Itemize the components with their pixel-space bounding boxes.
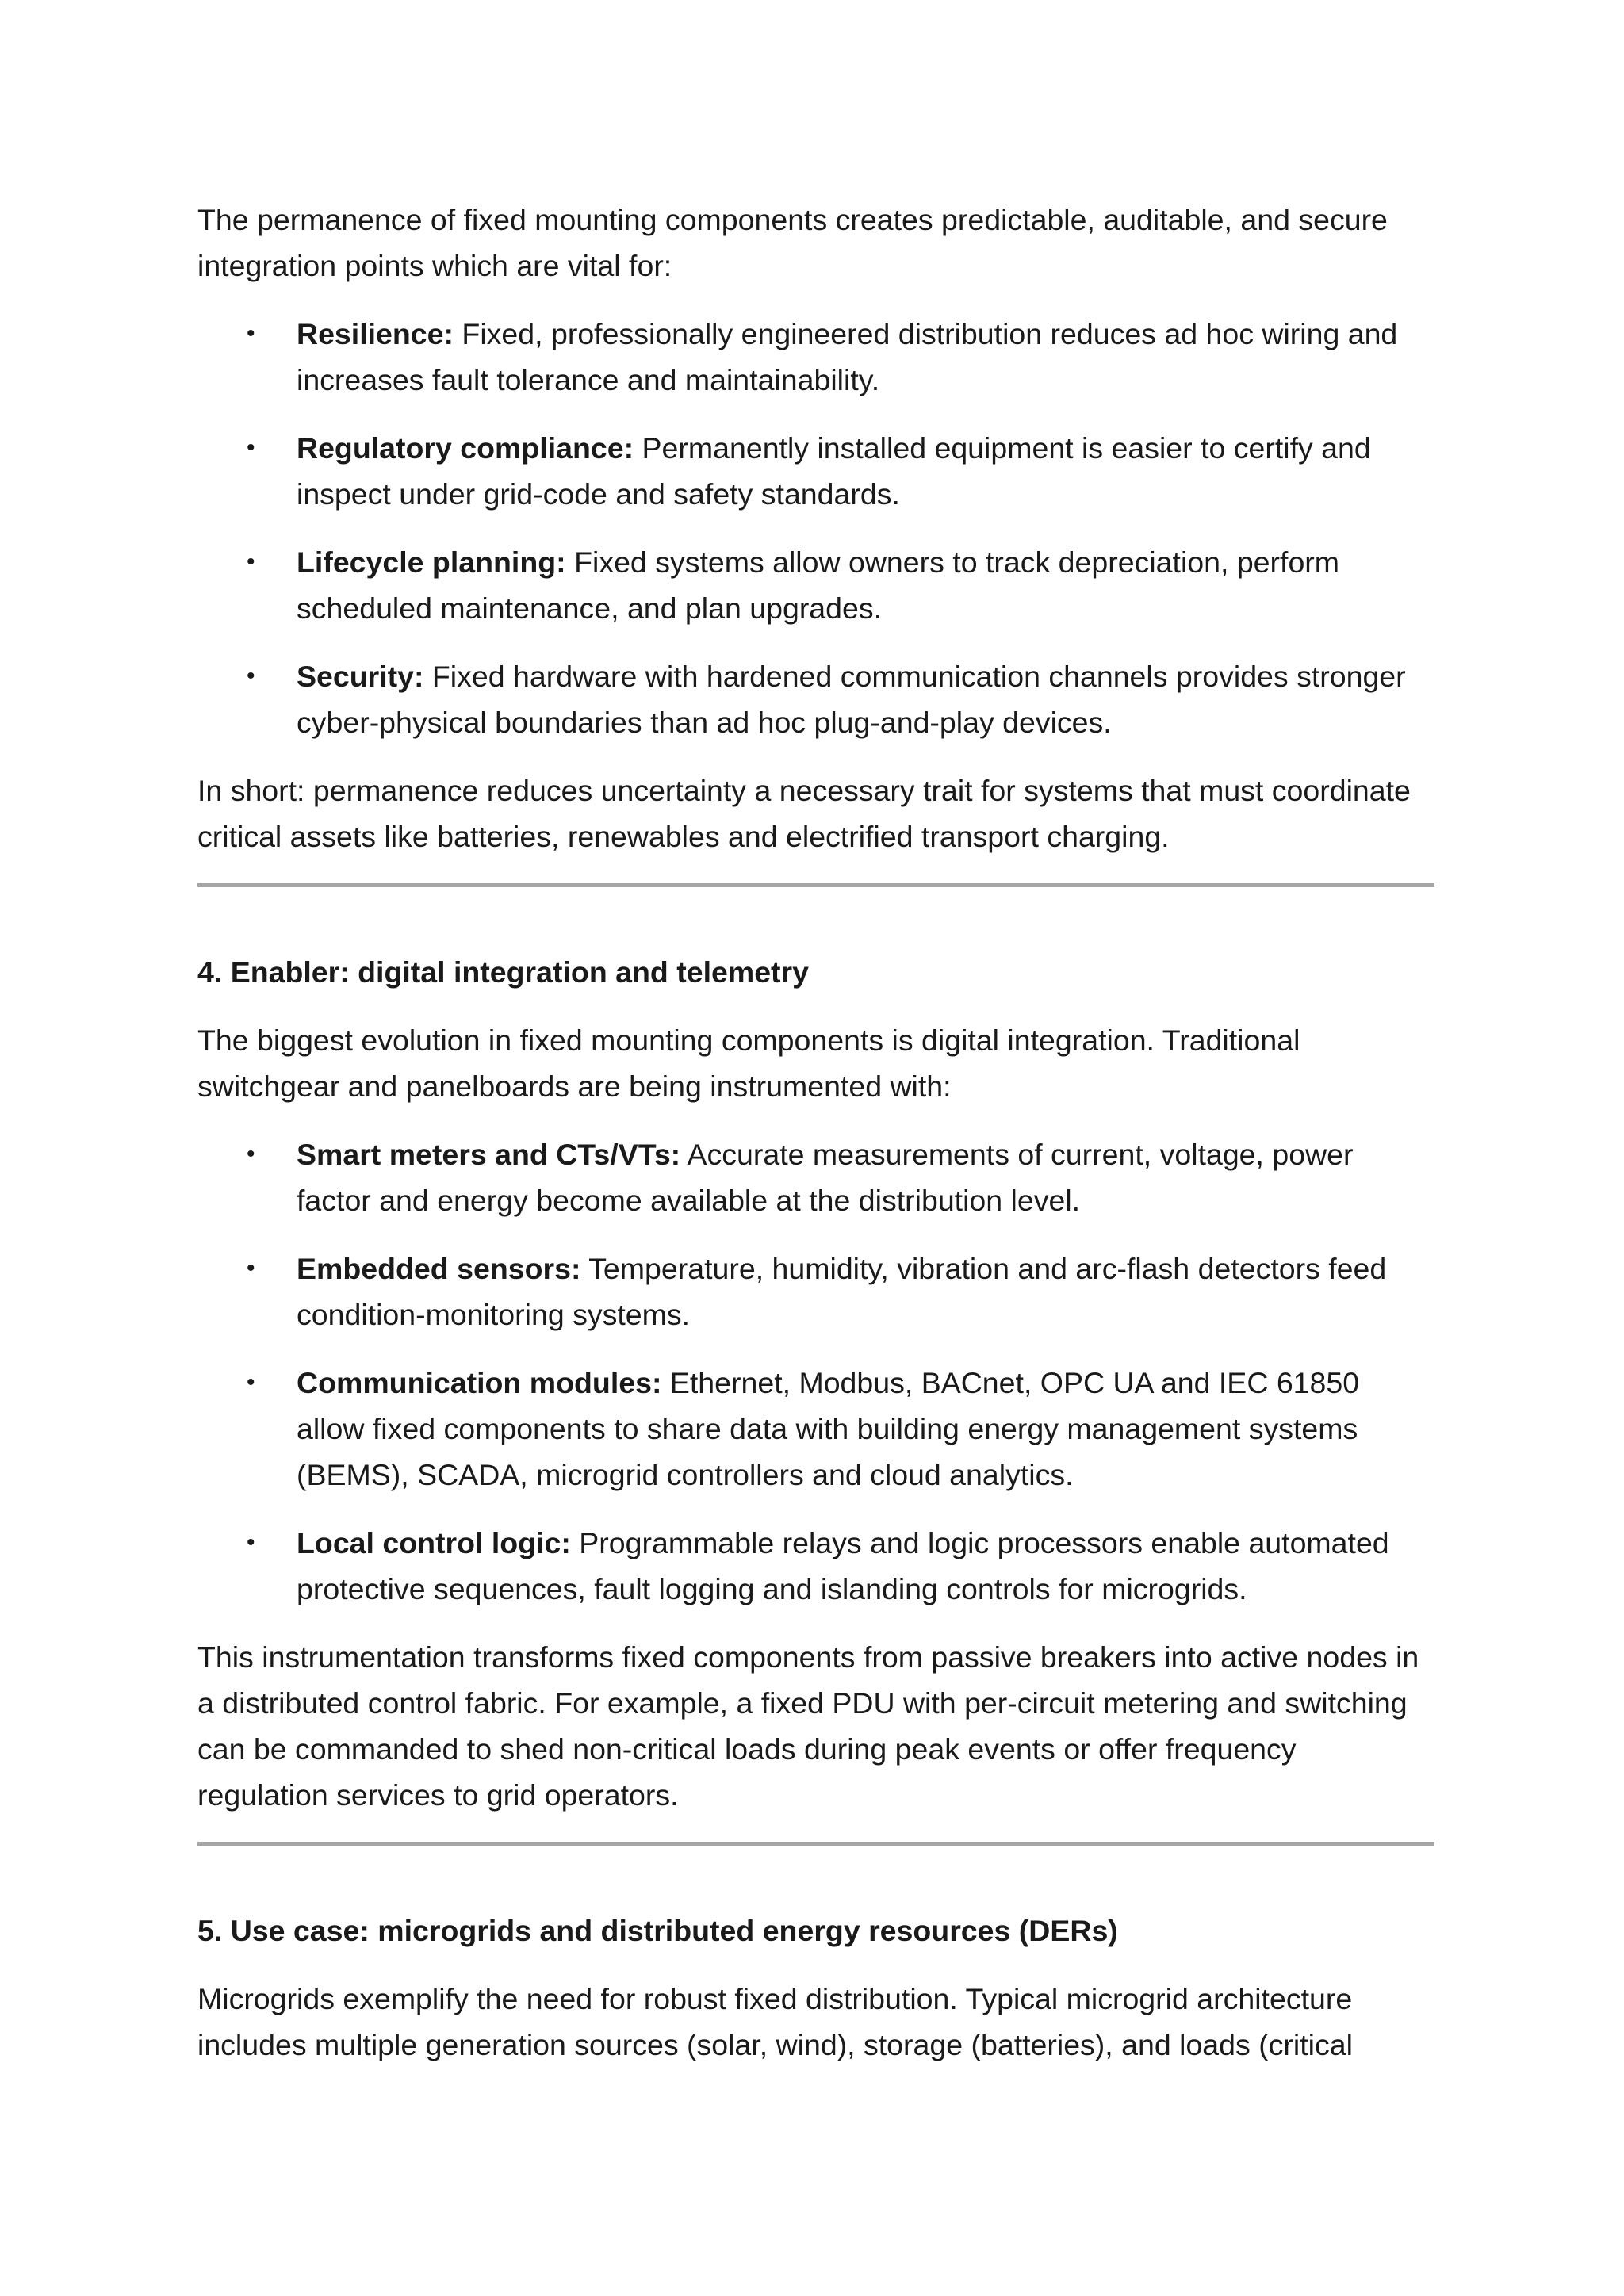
section4-intro: The biggest evolution in fixed mounting components is digital integration. Traditional switchgear and panelboards are being instrumented with:	[197, 1024, 1300, 1103]
list-item-communication-modules	[197, 1360, 1434, 1498]
list-item-term: Smart meters and CTs/VTs:	[297, 1138, 681, 1171]
list-item-text: Ethernet, Modbus, BACnet, OPC UA and IEC 61850 allow fixed components to share data with building energy management systems (BEMS), SCADA, microgrid controllers and cloud analytics.	[297, 1366, 1360, 1491]
section3-summary: In short: permanence reduces uncertainty a necessary trait for systems that must coordinate critical assets like batteries, renewables and electrified transport charging.	[197, 774, 1411, 853]
list-item-term: Local control logic:	[297, 1526, 571, 1559]
section-divider	[197, 883, 1434, 887]
list-item-term: Lifecycle planning:	[297, 545, 566, 579]
list-item-text: Accurate measurements of current, voltage, power factor and energy become available at the distribution level.	[297, 1138, 1354, 1217]
bullet-icon: •	[247, 1369, 255, 1395]
section4-list	[197, 1131, 1434, 1612]
list-item-text: Fixed, professionally engineered distribution reduces ad hoc wiring and increases fault tolerance and maintainability.	[297, 317, 1398, 396]
section3-list	[197, 311, 1434, 745]
list-item-text: Fixed systems allow owners to track depreciation, perform scheduled maintenance, and plan upgrades.	[297, 545, 1340, 625]
section5-heading: 5. Use case: microgrids and distributed energy resources (DERs)	[197, 1914, 1118, 1947]
list-item-lifecycle-planning	[197, 539, 1434, 631]
bullet-icon: •	[247, 1255, 255, 1281]
section3-intro: The permanence of fixed mounting components creates predictable, auditable, and secure integration points which are vital for:	[197, 203, 1388, 282]
list-item-text: Permanently installed equipment is easier to certify and inspect under grid-code and safety standards.	[297, 431, 1371, 511]
bullet-icon: •	[247, 434, 255, 461]
bullet-icon: •	[247, 320, 255, 346]
section5-intro: Microgrids exemplify the need for robust fixed distribution. Typical microgrid architecture includes multiple generation sources (solar, wind), storage (batteries), and loads (critical	[197, 1982, 1353, 2061]
document-page	[197, 197, 1434, 2090]
bullet-icon: •	[247, 663, 255, 689]
list-item-local-control-logic	[197, 1520, 1434, 1612]
list-item-embedded-sensors	[197, 1246, 1434, 1337]
section-divider	[197, 1842, 1434, 1846]
list-item-term: Embedded sensors:	[297, 1252, 581, 1285]
list-item-security	[197, 653, 1434, 745]
list-item-text: Temperature, humidity, vibration and arc-flash detectors feed condition-monitoring systems.	[297, 1252, 1387, 1331]
list-item-smart-meters	[197, 1131, 1434, 1223]
bullet-icon: •	[247, 1141, 255, 1167]
list-item-regulatory-compliance	[197, 425, 1434, 517]
list-item-term: Resilience:	[297, 317, 454, 350]
bullet-icon: •	[247, 1529, 255, 1556]
section4-heading: 4. Enabler: digital integration and telemetry	[197, 955, 809, 989]
list-item-text: Programmable relays and logic processors enable automated protective sequences, fault logging and islanding controls for microgrids.	[297, 1526, 1389, 1605]
list-item-term: Regulatory compliance:	[297, 431, 634, 465]
list-item-text: Fixed hardware with hardened communication channels provides stronger cyber-physical boundaries than ad hoc plug-and-play devices.	[297, 660, 1406, 739]
bullet-icon: •	[247, 549, 255, 575]
list-item-resilience	[197, 311, 1434, 403]
list-item-term: Security:	[297, 660, 424, 693]
section4-summary: This instrumentation transforms fixed components from passive breakers into active nodes in a distributed control fabric. For example, a fixed PDU with per-circuit metering and switching can be commanded to shed non-critical loads during peak events or offer frequency regulation services to grid operators.	[197, 1640, 1419, 1812]
list-item-term: Communication modules:	[297, 1366, 662, 1399]
